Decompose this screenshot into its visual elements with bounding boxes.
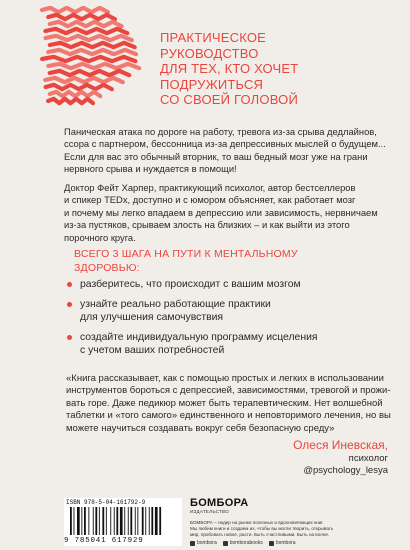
social-link-telegram[interactable] xyxy=(269,540,296,546)
barcode-bar xyxy=(145,507,146,535)
barcode-bar xyxy=(106,507,107,535)
barcode-bar xyxy=(74,507,75,535)
step-line: узнайте реально работающие практики xyxy=(80,298,271,310)
publisher-socials xyxy=(190,540,296,546)
barcode-bar xyxy=(135,507,136,535)
step-line: с учетом ваших потребностей xyxy=(80,345,225,356)
art-stripe xyxy=(48,64,139,68)
steps-title xyxy=(74,247,374,275)
layered-head-profile-art xyxy=(38,6,148,108)
barcode-bar xyxy=(77,507,80,535)
about-line: из-за пустяков, срываем злость на близких – и как выйти из этого xyxy=(64,219,350,231)
about-line: и почему мы легко впадаем в депрессию или зависимость, нервничаем xyxy=(64,206,378,218)
barcode-bar xyxy=(110,507,111,535)
bullet-dot-icon xyxy=(67,335,72,340)
intro-line: Если для вас это обычный вторник, то ваш бедный мозг уже на грани xyxy=(64,150,368,162)
about-line: Доктор Фейт Харпер, практикующий психолог, автор бестселлеров xyxy=(64,182,356,193)
quote-line: можете научиться создавать вокруг себя безопасную среду» xyxy=(66,422,335,434)
about-line: и спикер TEDx, доступно и с юмором объясняет, как работает мозг xyxy=(64,194,356,206)
intro-line: Паническая атака по дороге на работу, тревога из-за срыва дедлайнов, xyxy=(64,126,377,137)
barcode-bar xyxy=(155,507,158,535)
art-stripe xyxy=(50,92,100,96)
headline-line: ПОДРУЖИТЬСЯ xyxy=(160,76,264,92)
intro-line: нервного срыва и нуждается в помощи! xyxy=(64,163,237,175)
barcode-bar xyxy=(84,507,86,535)
quote-author xyxy=(293,438,388,477)
social-label: bombora xyxy=(197,540,217,546)
barcode-bar xyxy=(102,507,104,535)
review-quote xyxy=(66,373,391,435)
social-label: bomborabooks xyxy=(229,540,263,546)
step-item xyxy=(66,331,386,358)
blurb-line: БОМБОРА – лидер на рынке полезных и вдохновляющих книг. xyxy=(190,520,324,525)
social-link-vk[interactable] xyxy=(190,540,217,546)
telegram-icon xyxy=(269,541,274,546)
barcode-number: 9 785041 617929 xyxy=(64,537,144,545)
youtube-icon xyxy=(223,541,228,546)
barcode-bar xyxy=(99,507,100,535)
barcode-bar xyxy=(149,507,150,535)
barcode-bar xyxy=(70,507,72,535)
social-link-youtube[interactable] xyxy=(223,540,263,546)
blurb-line: мир, пробовать новое, расти. Быть счастливыми. Быть на волне. xyxy=(190,532,330,537)
about-paragraph xyxy=(64,182,384,244)
art-stripe xyxy=(50,43,135,47)
headline xyxy=(160,30,400,108)
barcode-bar xyxy=(124,507,125,535)
barcode-bar xyxy=(93,507,94,535)
steps-list xyxy=(66,278,386,364)
intro-line: ссора с партнером, бессонница из-за депрессивных мыслей о будущем... xyxy=(64,138,386,150)
quote-line: вать горе. Даже педикюр может быть терапевтическим. Нет волшебной xyxy=(66,397,383,409)
step-line: для улучшения самочувствия xyxy=(80,312,224,323)
bullet-dot-icon xyxy=(67,282,72,287)
blurb-line: Мы любим книги и создаем их, чтобы вы могли творить, открывать xyxy=(190,526,334,531)
author-role: психолог xyxy=(348,453,388,464)
barcode-bar xyxy=(81,507,82,535)
barcode-bar xyxy=(114,507,115,535)
author-handle: @psychology_lesya xyxy=(303,465,388,476)
about-line: порочного круга. xyxy=(64,231,136,243)
barcode-bar xyxy=(142,507,144,535)
quote-line: «Книга рассказывает, как с помощью простых и легких в использовании xyxy=(66,373,384,384)
art-stripe xyxy=(50,22,122,26)
art-stripe xyxy=(46,85,112,89)
barcode-bar xyxy=(88,507,89,535)
vk-icon xyxy=(190,541,195,546)
art-stripe xyxy=(48,15,115,19)
intro-paragraph xyxy=(64,126,384,176)
art-stripe xyxy=(48,50,136,54)
barcode-bar xyxy=(116,507,118,535)
headline-line: РУКОВОДСТВО xyxy=(160,45,259,61)
social-label: bombora xyxy=(275,540,296,546)
art-stripe xyxy=(46,36,132,40)
step-item xyxy=(66,278,386,292)
art-stripe xyxy=(50,71,129,75)
bullet-dot-icon xyxy=(67,302,72,307)
barcode-bar xyxy=(137,507,138,535)
publisher-blurb xyxy=(190,520,400,538)
step-item xyxy=(66,298,386,325)
steps-title-line: ЗДОРОВЬЮ: xyxy=(74,262,140,274)
step-line: создайте индивидуальную программу исцеления xyxy=(80,331,318,343)
headline-line: ПРАКТИЧЕСКОЕ xyxy=(160,30,267,45)
quote-line: таблетки и «того самого» единственного и неповторимого лечения, но вы xyxy=(66,410,391,422)
barcode-bar xyxy=(159,507,161,535)
art-stripe xyxy=(42,8,108,12)
art-stripe xyxy=(45,78,123,82)
barcode-bar xyxy=(128,507,129,535)
headline-line: ДЛЯ ТЕХ, КТО ХОЧЕТ xyxy=(160,61,299,76)
publisher-sub: ИЗДАТЕЛЬСТВО xyxy=(190,509,230,514)
barcode-bar xyxy=(95,507,97,535)
barcode-icon xyxy=(68,507,178,537)
headline-line: СО СВОЕЙ ГОЛОВОЙ xyxy=(160,92,299,107)
publisher-logo xyxy=(190,497,249,515)
author-name: Олеся Иневская, xyxy=(293,438,388,452)
publisher-name: БОМБОРА xyxy=(190,497,249,509)
art-stripe xyxy=(48,99,93,103)
quote-line: инструментов бороться с депрессией, зависимостями, тревогой и прожи- xyxy=(66,385,391,397)
barcode-bar xyxy=(151,507,153,535)
steps-title-line: ВСЕГО 3 ШАГА НА ПУТИ К МЕНТАЛЬНОМУ xyxy=(74,248,298,260)
barcode-bar xyxy=(120,507,123,535)
isbn: ISBN 978-5-04-161792-9 xyxy=(66,499,146,506)
art-stripe xyxy=(45,29,127,33)
step-line: разберитесь, что происходит с вашим мозгом xyxy=(80,279,301,290)
barcode-bar xyxy=(130,507,132,535)
art-stripe xyxy=(42,57,135,61)
